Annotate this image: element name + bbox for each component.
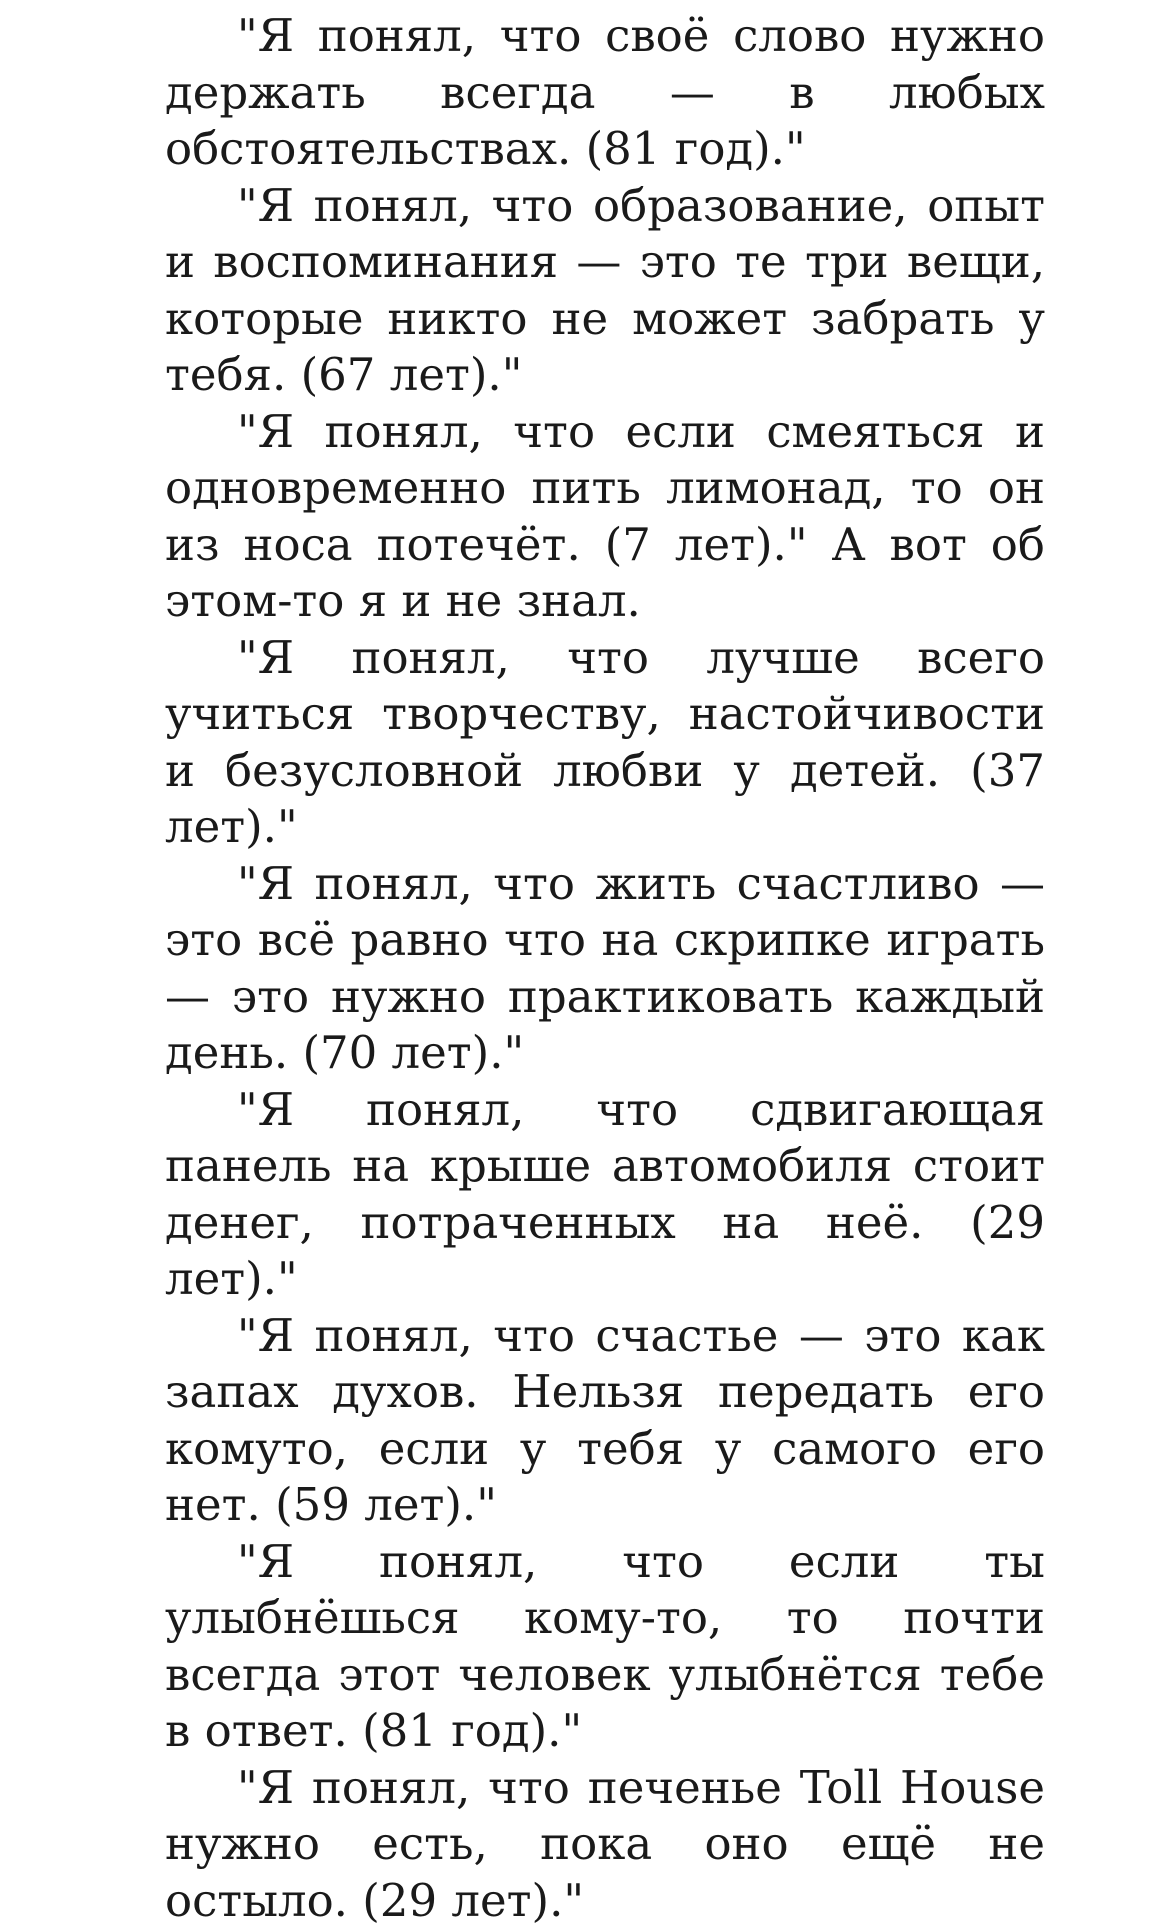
quote-paragraph: "Я понял, что счастье — это как запах духов. Нельзя передать его комуто, если у тебя у самого его нет. (59 лет)." bbox=[165, 1308, 1045, 1534]
quote-paragraph: "Я понял, что жить счастливо — это всё равно что на скрипке играть — это нужно практиковать каждый день. (70 лет)." bbox=[165, 856, 1045, 1082]
quote-paragraph: "Я понял, что своё слово нужно держать всегда — в любых обстоятельствах. (81 год)." bbox=[165, 8, 1045, 178]
quote-paragraph: "Я понял, что печенье Toll House нужно есть, пока оно ещё не остыло. (29 лет)." bbox=[165, 1760, 1045, 1929]
book-page-text bbox=[165, 8, 1045, 1929]
quote-paragraph: "Я понял, что образование, опыт и воспоминания — это те три вещи, которые никто не может забрать у тебя. (67 лет)." bbox=[165, 178, 1045, 404]
quote-paragraph: "Я понял, что если смеяться и одновременно пить лимонад, то он из носа потечёт. (7 лет)." А вот об этом-то я и не знал. bbox=[165, 404, 1045, 630]
quote-paragraph: "Я понял, что сдвигающая панель на крыше автомобиля стоит денег, потраченных на неё. (29 лет)." bbox=[165, 1082, 1045, 1308]
quote-paragraph: "Я понял, что лучше всего учиться творчеству, настойчивости и безусловной любви у детей. (37 лет)." bbox=[165, 630, 1045, 856]
quote-paragraph: "Я понял, что если ты улыбнёшься кому-то, то почти всегда этот человек улыбнётся тебе в ответ. (81 год)." bbox=[165, 1534, 1045, 1760]
